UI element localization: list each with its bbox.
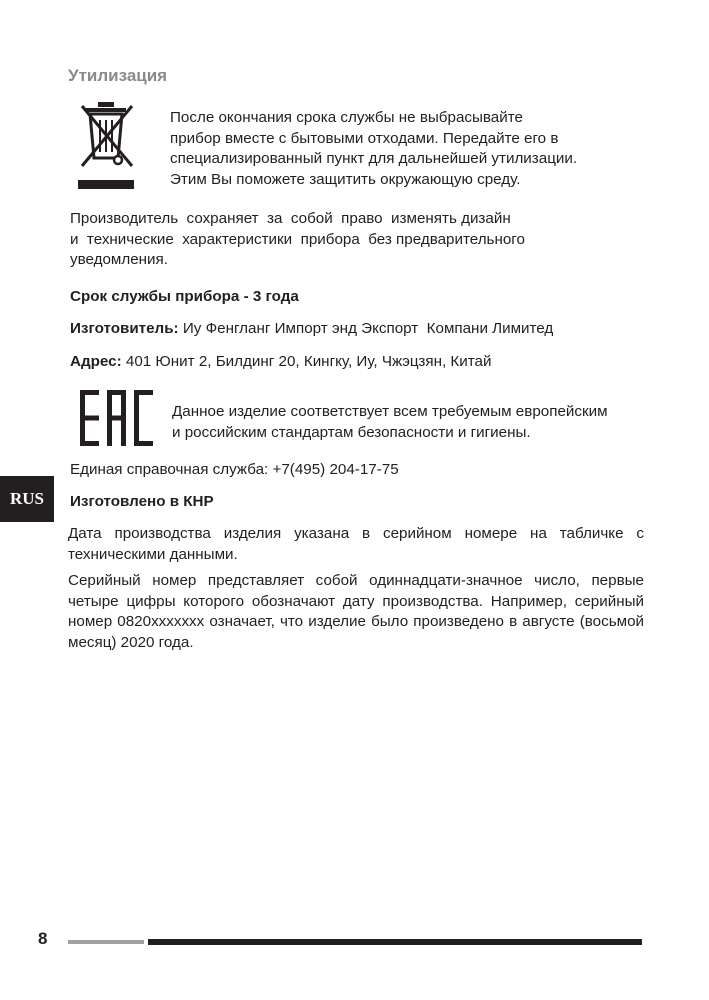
design-rights-paragraph: [70, 209, 570, 271]
address-value: 401 Юнит 2, Билдинг 20, Кингку, Иу, Чжэцзян, Китай: [125, 353, 492, 370]
certification-line: и российским стандартам безопасности и гигиены.: [172, 423, 531, 441]
address-label: Адрес:: [70, 353, 122, 370]
disposal-line: Этим Вы поможете защитить окружающую среду.: [170, 170, 521, 188]
manufacturer-label: Изготовитель:: [70, 320, 179, 337]
footer-grey-bar: [68, 940, 144, 944]
crossed-out-wheelie-bin-icon: [78, 100, 134, 190]
disposal-paragraph: [170, 108, 640, 190]
disposal-section-title: Утилизация: [68, 66, 168, 85]
manufacturer-value: Иу Фенгланг Импорт энд Экспорт Компани Лимитед: [182, 320, 554, 337]
rights-line: Производитель сохраняет за собой право изменять дизайн: [70, 210, 511, 227]
address-line: [70, 352, 491, 372]
made-in-heading: Изготовлено в КНР: [70, 493, 214, 510]
rights-line: уведомления.: [70, 251, 168, 268]
rights-line: и технические характеристики прибора без предварительного: [70, 230, 525, 248]
helpline-text: Единая справочная служба: +7(495) 204-17-75: [70, 461, 399, 478]
language-tab: RUS: [0, 476, 54, 522]
disposal-line: После окончания срока службы не выбрасывайте: [170, 109, 523, 126]
disposal-line: прибор вместе с бытовыми отходами. Передайте его в: [170, 129, 559, 147]
serial-number-paragraph: Серийный номер представляет собой одиннадцати-значное число, первые четыре цифры которого обозначают дату производства. Например, серийный номер 0820xxxxxxx означает, что изделие было произведено в августе (восьмой месяц) 2020 года.: [68, 572, 644, 651]
certification-paragraph: [172, 402, 652, 443]
production-date-paragraph: Дата производства изделия указана в серийном номере на табличке с техническими данными.: [68, 525, 644, 563]
eac-conformity-mark-icon: [80, 390, 154, 446]
certification-line: Данное изделие соответствует всем требуемым европейским: [172, 403, 608, 420]
disposal-line: специализированный пункт для дальнейшей утилизации.: [170, 150, 578, 167]
manufacturer-line: [70, 319, 553, 339]
page-number: 8: [38, 929, 48, 948]
footer-dark-bar: [148, 939, 642, 945]
service-life-heading: Срок службы прибора - 3 года: [70, 288, 299, 305]
